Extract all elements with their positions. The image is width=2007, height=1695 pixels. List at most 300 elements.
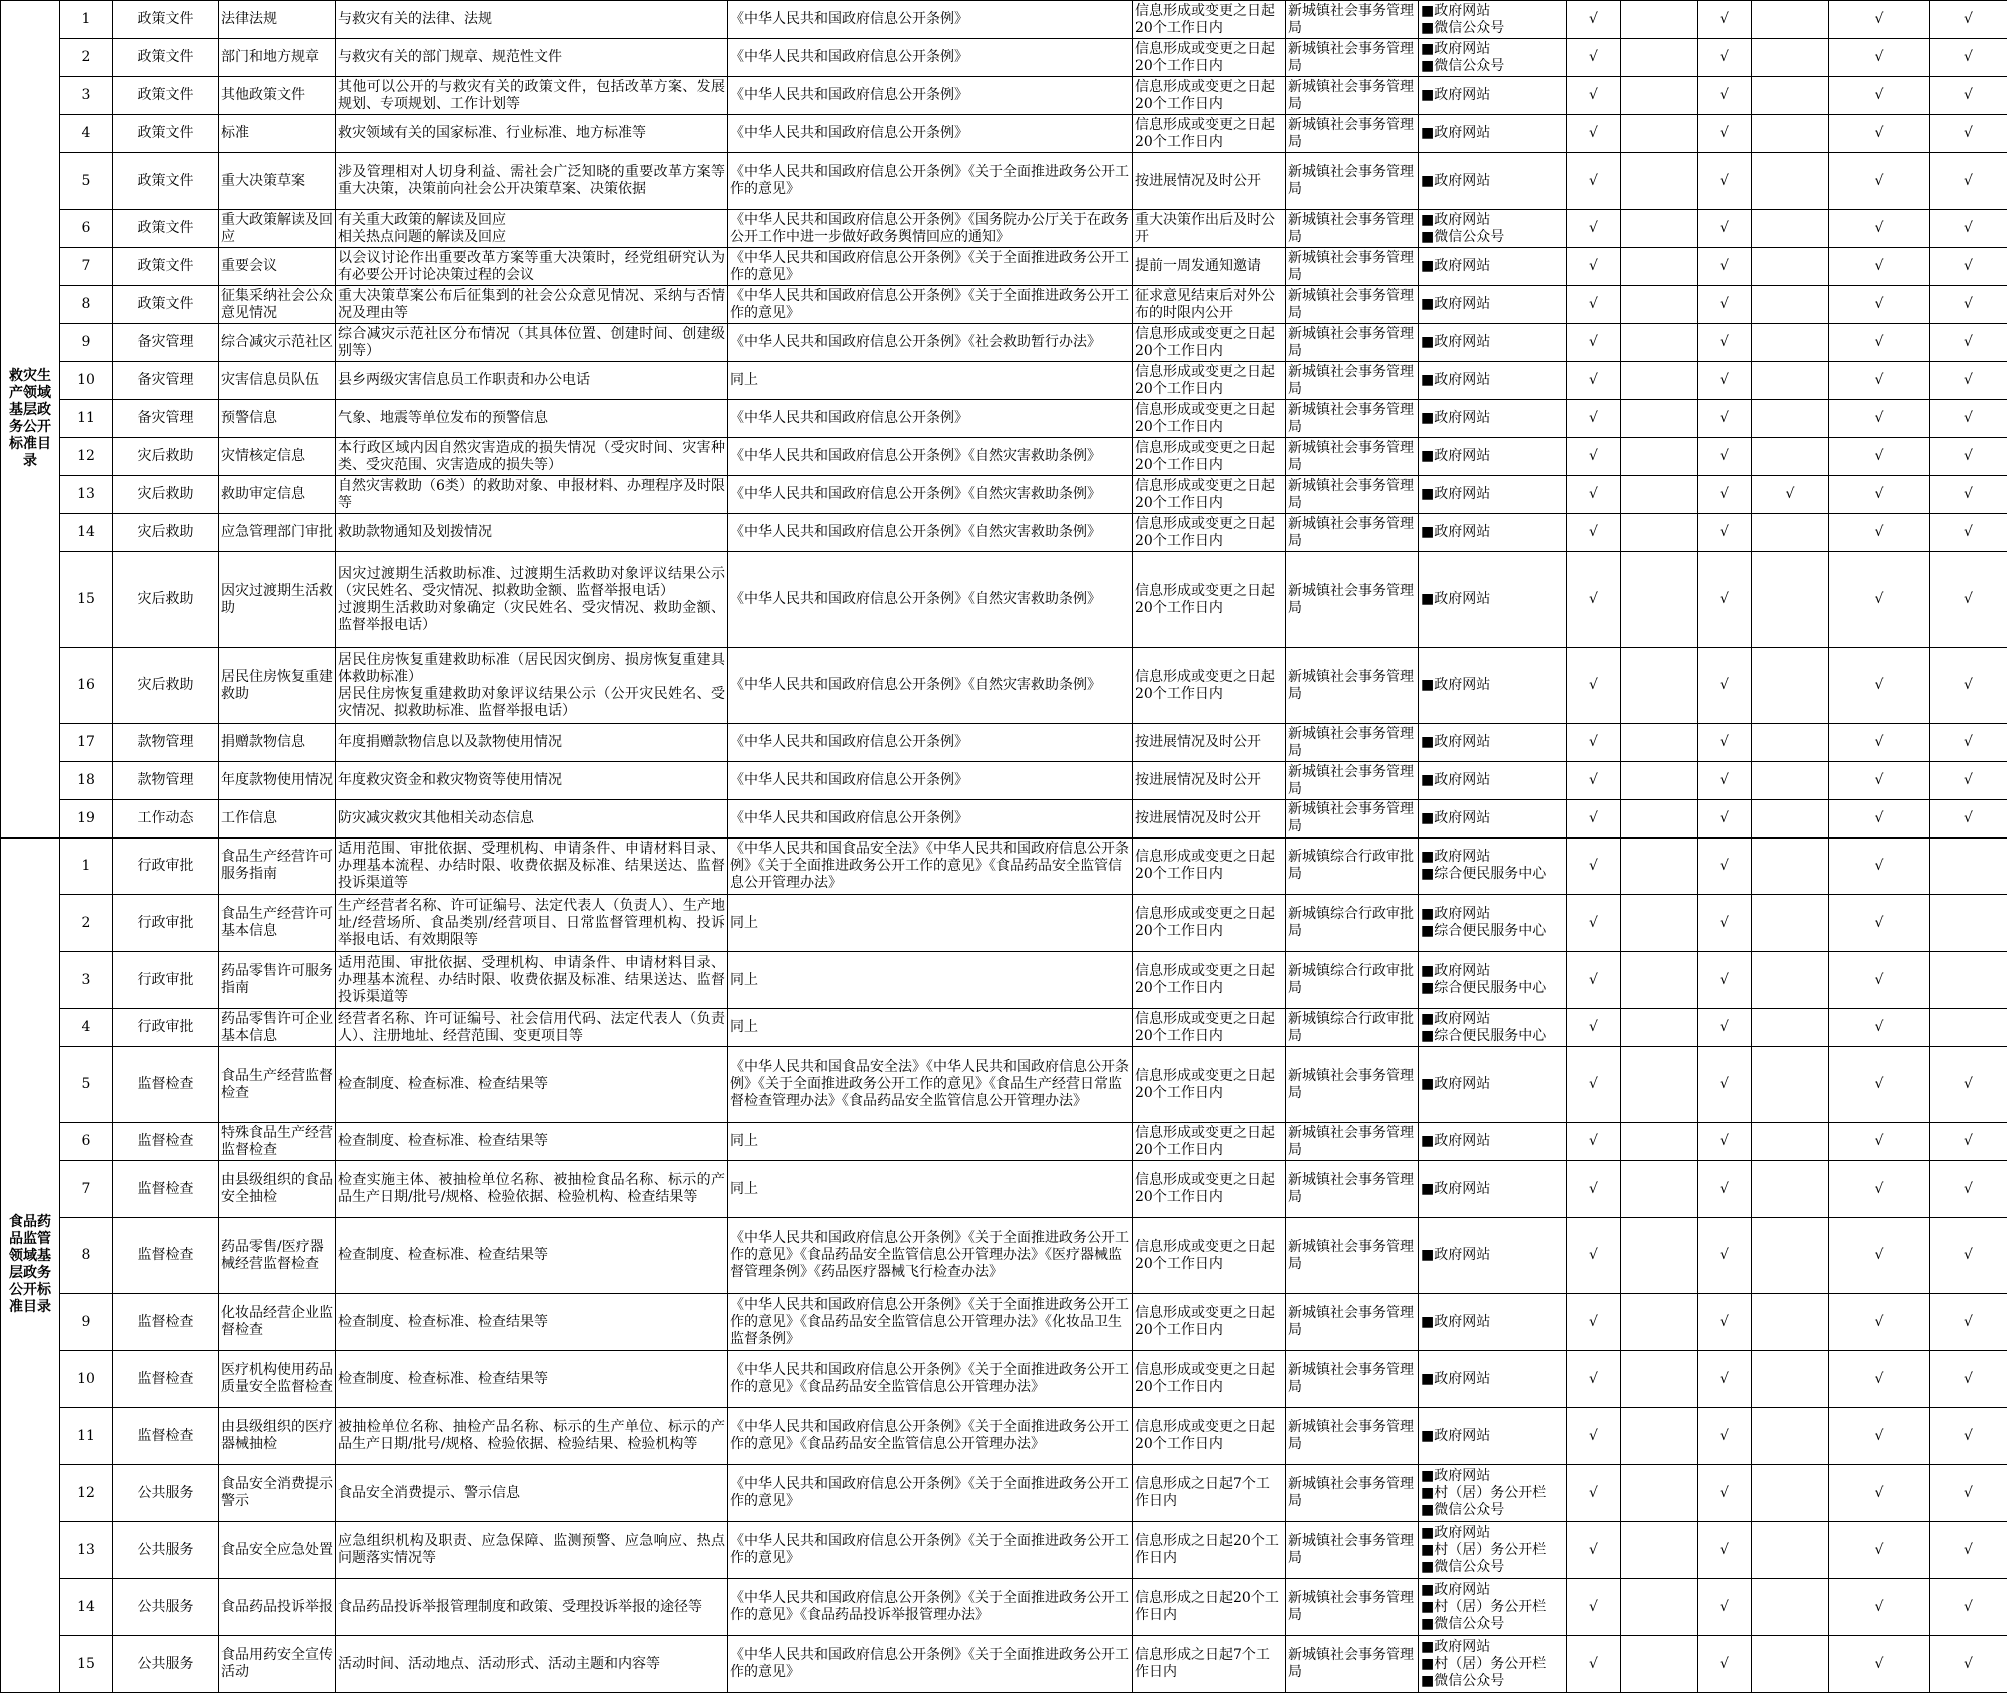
basis-cell: 《中华人民共和国食品安全法》《中华人民共和国政府信息公开条例》《关于全面推进政务公开工作的意见》《食品药品安全监管信息公开管理办法》 <box>728 838 1133 895</box>
check-mark-icon: √ <box>1589 1427 1598 1444</box>
check-mark-icon: √ <box>1589 172 1598 189</box>
check-mark-icon: √ <box>1964 734 1973 750</box>
channels-cell <box>1419 1047 1567 1123</box>
subject-cell: 新城镇社会事务管理局 <box>1286 1636 1419 1693</box>
check-mark-icon: √ <box>1964 1484 1973 1501</box>
timeframe-cell: 信息形成或变更之日起20个工作日内 <box>1133 324 1286 362</box>
row-number-cell: 10 <box>60 1351 113 1408</box>
check-cell <box>1567 552 1621 648</box>
check-cell <box>1567 210 1621 248</box>
row-number-cell: 2 <box>60 39 113 77</box>
check-cell <box>1698 1522 1752 1579</box>
timeframe-cell: 信息形成或变更之日起20个工作日内 <box>1133 648 1286 724</box>
timeframe-cell: 信息形成之日起20个工作日内 <box>1133 1579 1286 1636</box>
subject-cell: 新城镇综合行政审批局 <box>1286 1009 1419 1047</box>
check-mark-icon: √ <box>1964 1541 1973 1558</box>
check-mark-icon: √ <box>1874 1484 1884 1501</box>
check-cell <box>1752 800 1829 838</box>
check-cell <box>1567 1047 1621 1123</box>
channel-item: ■政府网站 <box>1421 1313 1491 1330</box>
channel-item: ■政府网站 <box>1421 410 1491 426</box>
channel-item: ■政府网站 <box>1421 125 1491 141</box>
channel-item: ■政府网站 <box>1421 211 1491 228</box>
subject-cell: 新城镇综合行政审批局 <box>1286 952 1419 1009</box>
timeframe-cell: 信息形成或变更之日起20个工作日内 <box>1133 1408 1286 1465</box>
check-cell <box>1829 724 1930 762</box>
content-cell: 居民住房恢复重建救助标准（居民因灾倒房、损房恢复重建具体救助标准） 居民住房恢复重建救助对象评议结果公示（公开灾民姓名、受灾情况、拟救助标准、监督举报电话） <box>336 648 728 724</box>
check-cell <box>1621 115 1698 153</box>
table-row <box>1 1351 2007 1408</box>
subject-cell: 新城镇社会事务管理局 <box>1286 800 1419 838</box>
channel-item: ■政府网站 <box>1421 1370 1491 1387</box>
channel-item: ■政府网站 <box>1421 906 1491 922</box>
basis-cell: 同上 <box>728 952 1133 1009</box>
content-cell: 检查制度、检查标准、检查结果等 <box>336 1047 728 1123</box>
channel-item: ■政府网站 <box>1421 591 1491 607</box>
row-number-cell: 11 <box>60 1408 113 1465</box>
check-mark-icon: √ <box>1874 486 1884 502</box>
basis-cell: 同上 <box>728 362 1133 400</box>
check-mark-icon: √ <box>1720 1133 1729 1149</box>
timeframe-cell: 信息形成或变更之日起20个工作日内 <box>1133 1009 1286 1047</box>
check-mark-icon: √ <box>1589 87 1598 103</box>
check-cell <box>1698 1579 1752 1636</box>
check-cell <box>1930 1579 2007 1636</box>
check-cell <box>1567 952 1621 1009</box>
check-mark-icon: √ <box>1874 971 1884 988</box>
check-cell <box>1698 1 1752 39</box>
check-cell <box>1567 476 1621 514</box>
row-number-cell: 4 <box>60 115 113 153</box>
check-cell <box>1829 248 1930 286</box>
channels-cell <box>1419 438 1567 476</box>
timeframe-cell: 信息形成或变更之日起20个工作日内 <box>1133 1351 1286 1408</box>
check-cell <box>1621 838 1698 895</box>
content-cell: 经营者名称、许可证编号、社会信用代码、法定代表人（负责人）、注册地址、经营范围、变更项目等 <box>336 1009 728 1047</box>
check-mark-icon: √ <box>1720 591 1729 607</box>
content-cell: 与救灾有关的部门规章、规范性文件 <box>336 39 728 77</box>
check-cell <box>1567 39 1621 77</box>
subject-cell: 新城镇社会事务管理局 <box>1286 39 1419 77</box>
check-mark-icon: √ <box>1964 772 1973 788</box>
check-cell <box>1930 1047 2007 1123</box>
timeframe-cell: 信息形成或变更之日起20个工作日内 <box>1133 1161 1286 1218</box>
item-cell: 食品安全消费提示警示 <box>219 1465 336 1522</box>
item-cell: 工作信息 <box>219 800 336 838</box>
check-cell <box>1567 1351 1621 1408</box>
table-row <box>1 1161 2007 1218</box>
basis-cell: 《中华人民共和国政府信息公开条例》《关于全面推进政务公开工作的意见》《食品药品安全监管信息公开管理办法》 <box>728 1408 1133 1465</box>
channels-cell <box>1419 248 1567 286</box>
check-mark-icon: √ <box>1964 524 1973 540</box>
content-cell: 适用范围、审批依据、受理机构、申请条件、申请材料目录、办理基本流程、办结时限、收费依据及标准、结果送达、监督投诉渠道等 <box>336 838 728 895</box>
check-mark-icon: √ <box>1874 1370 1884 1387</box>
item-cell: 重要会议 <box>219 248 336 286</box>
check-cell <box>1829 1465 1930 1522</box>
check-mark-icon: √ <box>1964 49 1973 65</box>
check-mark-icon: √ <box>1720 448 1729 464</box>
check-cell <box>1930 1294 2007 1351</box>
check-mark-icon: √ <box>1874 1598 1884 1615</box>
content-cell: 应急组织机构及职责、应急保障、监测预警、应急响应、热点问题落实情况等 <box>336 1522 728 1579</box>
basis-cell: 《中华人民共和国政府信息公开条例》《自然灾害救助条例》 <box>728 438 1133 476</box>
subject-cell: 新城镇社会事务管理局 <box>1286 1408 1419 1465</box>
category-cell: 公共服务 <box>113 1636 219 1693</box>
content-cell: 检查制度、检查标准、检查结果等 <box>336 1294 728 1351</box>
channels-cell <box>1419 1351 1567 1408</box>
category-cell: 政策文件 <box>113 1 219 39</box>
item-cell: 应急管理部门审批 <box>219 514 336 552</box>
check-mark-icon: √ <box>1720 772 1729 788</box>
channels-cell <box>1419 286 1567 324</box>
table-row <box>1 1579 2007 1636</box>
check-cell <box>1930 476 2007 514</box>
category-cell: 监督检查 <box>113 1218 219 1294</box>
check-cell <box>1567 1 1621 39</box>
check-cell <box>1698 1123 1752 1161</box>
channels-cell <box>1419 1218 1567 1294</box>
row-number-cell: 8 <box>60 286 113 324</box>
check-cell <box>1829 1294 1930 1351</box>
content-cell: 活动时间、活动地点、活动形式、活动主题和内容等 <box>336 1636 728 1693</box>
category-cell: 公共服务 <box>113 1579 219 1636</box>
item-cell: 法律法规 <box>219 1 336 39</box>
category-cell: 灾后救助 <box>113 476 219 514</box>
table-row <box>1 724 2007 762</box>
row-number-cell: 3 <box>60 77 113 115</box>
row-number-cell: 11 <box>60 400 113 438</box>
channel-item: ■政府网站 <box>1421 40 1491 57</box>
check-cell <box>1621 1465 1698 1522</box>
table-row <box>1 1123 2007 1161</box>
content-cell: 县乡两级灾害信息员工作职责和办公电话 <box>336 362 728 400</box>
check-mark-icon: √ <box>1589 486 1598 502</box>
check-cell <box>1829 1218 1930 1294</box>
section-title-cell: 食品药品监管领域基层政务公开标准目录 <box>1 838 60 1693</box>
check-mark-icon: √ <box>1720 258 1729 274</box>
item-cell: 药品零售许可企业基本信息 <box>219 1009 336 1047</box>
timeframe-cell: 信息形成或变更之日起20个工作日内 <box>1133 1047 1286 1123</box>
check-mark-icon: √ <box>1874 914 1884 931</box>
check-cell <box>1829 153 1930 210</box>
check-cell <box>1829 210 1930 248</box>
channel-item: ■政府网站 <box>1421 677 1491 693</box>
check-mark-icon: √ <box>1964 1133 1973 1149</box>
row-number-cell: 3 <box>60 952 113 1009</box>
row-number-cell: 14 <box>60 514 113 552</box>
subject-cell: 新城镇社会事务管理局 <box>1286 1 1419 39</box>
check-mark-icon: √ <box>1589 1484 1598 1501</box>
check-cell <box>1567 514 1621 552</box>
check-mark-icon: √ <box>1874 372 1884 388</box>
check-mark-icon: √ <box>1964 172 1973 189</box>
category-cell: 政策文件 <box>113 39 219 77</box>
channel-item: ■政府网站 <box>1421 1581 1491 1598</box>
content-cell: 气象、地震等单位发布的预警信息 <box>336 400 728 438</box>
channel-item: ■政府网站 <box>1421 1180 1491 1197</box>
channels-cell <box>1419 1161 1567 1218</box>
basis-cell: 《中华人民共和国政府信息公开条例》《关于全面推进政务公开工作的意见》《食品药品安全监管信息公开管理办法》 <box>728 1351 1133 1408</box>
check-mark-icon: √ <box>1589 125 1598 141</box>
table-row <box>1 1009 2007 1047</box>
check-cell <box>1752 1218 1829 1294</box>
check-mark-icon: √ <box>1964 220 1973 236</box>
check-mark-icon: √ <box>1589 410 1598 426</box>
basis-cell: 《中华人民共和国政府信息公开条例》《国务院办公厅关于在政务公开工作中进一步做好政务舆情回应的通知》 <box>728 210 1133 248</box>
item-cell: 药品零售许可服务指南 <box>219 952 336 1009</box>
content-cell: 生产经营者名称、许可证编号、法定代表人（负责人）、生产地址/经营场所、食品类别/经营项目、日常监督管理机构、投诉举报电话、有效期限等 <box>336 895 728 952</box>
check-mark-icon: √ <box>1720 677 1729 693</box>
subject-cell: 新城镇社会事务管理局 <box>1286 324 1419 362</box>
check-cell <box>1567 1579 1621 1636</box>
check-cell <box>1829 1009 1930 1047</box>
basis-cell: 《中华人民共和国政府信息公开条例》 <box>728 39 1133 77</box>
content-cell: 自然灾害救助（6类）的救助对象、申报材料、办理程序及时限等 <box>336 476 728 514</box>
check-cell <box>1698 438 1752 476</box>
row-number-cell: 7 <box>60 248 113 286</box>
check-cell <box>1930 1636 2007 1693</box>
content-cell: 涉及管理相对人切身利益、需社会广泛知晓的重要改革方案等重大决策，决策前向社会公开决策草案、决策依据 <box>336 153 728 210</box>
check-cell <box>1621 438 1698 476</box>
row-number-cell: 1 <box>60 1 113 39</box>
check-cell <box>1698 39 1752 77</box>
content-cell: 有关重大政策的解读及回应 相关热点问题的解读及回应 <box>336 210 728 248</box>
check-mark-icon: √ <box>1964 1598 1973 1615</box>
check-mark-icon: √ <box>1720 914 1729 931</box>
channels-cell <box>1419 1408 1567 1465</box>
timeframe-cell: 信息形成或变更之日起20个工作日内 <box>1133 1123 1286 1161</box>
channels-cell <box>1419 952 1567 1009</box>
check-cell <box>1930 115 2007 153</box>
category-cell: 政策文件 <box>113 248 219 286</box>
check-cell <box>1698 800 1752 838</box>
category-cell: 监督检查 <box>113 1123 219 1161</box>
category-cell: 款物管理 <box>113 724 219 762</box>
row-number-cell: 2 <box>60 895 113 952</box>
basis-cell: 《中华人民共和国政府信息公开条例》《社会救助暂行办法》 <box>728 324 1133 362</box>
check-cell <box>1698 153 1752 210</box>
check-cell <box>1567 1009 1621 1047</box>
category-cell: 备灾管理 <box>113 362 219 400</box>
check-mark-icon: √ <box>1720 1076 1729 1092</box>
subject-cell: 新城镇社会事务管理局 <box>1286 248 1419 286</box>
check-mark-icon: √ <box>1589 220 1598 236</box>
check-mark-icon: √ <box>1964 809 1973 826</box>
check-cell <box>1698 552 1752 648</box>
check-cell <box>1930 1218 2007 1294</box>
channel-item: ■政府网站 <box>1421 486 1491 502</box>
category-cell: 公共服务 <box>113 1522 219 1579</box>
check-mark-icon: √ <box>1720 1484 1729 1501</box>
subject-cell: 新城镇社会事务管理局 <box>1286 1123 1419 1161</box>
check-mark-icon: √ <box>1720 809 1729 826</box>
check-cell <box>1930 77 2007 115</box>
check-cell <box>1567 1522 1621 1579</box>
table-row <box>1 153 2007 210</box>
channel-item: ■政府网站 <box>1421 734 1491 750</box>
table-row <box>1 39 2007 77</box>
check-mark-icon: √ <box>1964 448 1973 464</box>
check-cell <box>1752 153 1829 210</box>
table-row <box>1 952 2007 1009</box>
category-cell: 政策文件 <box>113 115 219 153</box>
check-cell <box>1698 1009 1752 1047</box>
check-mark-icon: √ <box>1964 1180 1973 1197</box>
check-mark-icon: √ <box>1874 772 1884 788</box>
timeframe-cell: 按进展情况及时公开 <box>1133 153 1286 210</box>
table-row <box>1 1294 2007 1351</box>
channels-cell <box>1419 77 1567 115</box>
content-cell: 因灾过渡期生活救助标准、过渡期生活救助对象评议结果公示（灾民姓名、受灾情况、拟救助金额、监督举报电话） 过渡期生活救助对象确定（灾民姓名、受灾情况、救助金额、监督举报电话） <box>336 552 728 648</box>
check-cell <box>1698 1636 1752 1693</box>
subject-cell: 新城镇社会事务管理局 <box>1286 210 1419 248</box>
check-mark-icon: √ <box>1589 809 1598 826</box>
check-cell <box>1752 362 1829 400</box>
check-mark-icon: √ <box>1964 677 1973 693</box>
check-cell <box>1752 286 1829 324</box>
subject-cell: 新城镇社会事务管理局 <box>1286 552 1419 648</box>
check-mark-icon: √ <box>1874 410 1884 426</box>
channel-item: ■政府网站 <box>1421 296 1491 312</box>
content-cell: 救灾领域有关的国家标准、行业标准、地方标准等 <box>336 115 728 153</box>
content-cell: 食品安全消费提示、警示信息 <box>336 1465 728 1522</box>
check-cell <box>1567 324 1621 362</box>
channels-cell <box>1419 362 1567 400</box>
row-number-cell: 17 <box>60 724 113 762</box>
check-cell <box>1829 1636 1930 1693</box>
item-cell: 综合减灾示范社区 <box>219 324 336 362</box>
check-cell <box>1621 1123 1698 1161</box>
channel-item: ■综合便民服务中心 <box>1421 1027 1547 1044</box>
check-mark-icon: √ <box>1720 1541 1729 1558</box>
check-cell <box>1621 248 1698 286</box>
check-mark-icon: √ <box>1964 296 1973 312</box>
check-cell <box>1621 952 1698 1009</box>
check-cell <box>1829 1579 1930 1636</box>
table-row <box>1 476 2007 514</box>
check-cell <box>1567 724 1621 762</box>
check-cell <box>1752 1 1829 39</box>
channels-cell <box>1419 514 1567 552</box>
check-cell <box>1752 1294 1829 1351</box>
check-mark-icon: √ <box>1720 1655 1729 1672</box>
subject-cell: 新城镇社会事务管理局 <box>1286 1161 1419 1218</box>
check-cell <box>1567 838 1621 895</box>
content-cell: 检查制度、检查标准、检查结果等 <box>336 1218 728 1294</box>
item-cell: 食品用药安全宣传活动 <box>219 1636 336 1693</box>
channels-cell <box>1419 895 1567 952</box>
check-cell <box>1930 286 2007 324</box>
check-cell <box>1698 362 1752 400</box>
check-cell <box>1698 115 1752 153</box>
check-mark-icon: √ <box>1720 1180 1729 1197</box>
check-cell <box>1930 952 2007 1009</box>
check-cell <box>1829 552 1930 648</box>
check-cell <box>1698 762 1752 800</box>
check-cell <box>1930 1161 2007 1218</box>
basis-cell: 《中华人民共和国政府信息公开条例》《关于全面推进政务公开工作的意见》 <box>728 1465 1133 1522</box>
timeframe-cell: 信息形成或变更之日起20个工作日内 <box>1133 438 1286 476</box>
timeframe-cell: 信息形成或变更之日起20个工作日内 <box>1133 115 1286 153</box>
item-cell: 食品生产经营监督检查 <box>219 1047 336 1123</box>
check-mark-icon: √ <box>1589 1370 1598 1387</box>
check-mark-icon: √ <box>1720 524 1729 540</box>
category-cell: 行政审批 <box>113 838 219 895</box>
timeframe-cell: 信息形成或变更之日起20个工作日内 <box>1133 895 1286 952</box>
channels-cell <box>1419 153 1567 210</box>
basis-cell: 《中华人民共和国政府信息公开条例》《自然灾害救助条例》 <box>728 514 1133 552</box>
check-mark-icon: √ <box>1720 1598 1729 1615</box>
content-cell: 检查制度、检查标准、检查结果等 <box>336 1351 728 1408</box>
check-cell <box>1829 895 1930 952</box>
subject-cell: 新城镇社会事务管理局 <box>1286 648 1419 724</box>
channels-cell <box>1419 762 1567 800</box>
subject-cell: 新城镇社会事务管理局 <box>1286 1579 1419 1636</box>
check-cell <box>1698 1161 1752 1218</box>
timeframe-cell: 信息形成或变更之日起20个工作日内 <box>1133 39 1286 77</box>
check-cell <box>1567 1294 1621 1351</box>
content-cell: 防灾减灾救灾其他相关动态信息 <box>336 800 728 838</box>
check-cell <box>1829 476 1930 514</box>
row-number-cell: 18 <box>60 762 113 800</box>
check-cell <box>1621 1351 1698 1408</box>
subject-cell: 新城镇社会事务管理局 <box>1286 400 1419 438</box>
check-mark-icon: √ <box>1589 372 1598 388</box>
timeframe-cell: 信息形成或变更之日起20个工作日内 <box>1133 476 1286 514</box>
check-cell <box>1829 1161 1930 1218</box>
channel-item: ■综合便民服务中心 <box>1421 980 1547 996</box>
check-cell <box>1930 1 2007 39</box>
check-mark-icon: √ <box>1964 11 1973 27</box>
section-title-cell: 救灾生产领域基层政务公开标准目录 <box>1 1 60 838</box>
check-cell <box>1567 153 1621 210</box>
check-mark-icon: √ <box>1874 258 1884 274</box>
table-row <box>1 1218 2007 1294</box>
check-mark-icon: √ <box>1589 914 1598 931</box>
check-mark-icon: √ <box>1720 11 1729 27</box>
check-cell <box>1621 362 1698 400</box>
check-cell <box>1621 648 1698 724</box>
check-mark-icon: √ <box>1720 125 1729 141</box>
check-cell <box>1752 1047 1829 1123</box>
check-cell <box>1698 1408 1752 1465</box>
check-cell <box>1829 324 1930 362</box>
category-cell: 灾后救助 <box>113 514 219 552</box>
check-cell <box>1752 476 1829 514</box>
check-cell <box>1698 724 1752 762</box>
check-mark-icon: √ <box>1964 125 1973 141</box>
subject-cell: 新城镇社会事务管理局 <box>1286 115 1419 153</box>
content-cell: 被抽检单位名称、抽检产品名称、标示的生产单位、标示的产品生产日期/批号/规格、检验依据、检验结果、检验机构等 <box>336 1408 728 1465</box>
channels-cell <box>1419 1465 1567 1522</box>
table-row <box>1 1465 2007 1522</box>
content-cell: 与救灾有关的法律、法规 <box>336 1 728 39</box>
check-mark-icon: √ <box>1720 172 1729 189</box>
row-number-cell: 6 <box>60 1123 113 1161</box>
check-mark-icon: √ <box>1964 486 1973 502</box>
check-cell <box>1621 1218 1698 1294</box>
category-cell: 政策文件 <box>113 77 219 115</box>
row-number-cell: 14 <box>60 1579 113 1636</box>
table-row <box>1 1522 2007 1579</box>
check-mark-icon: √ <box>1720 1427 1729 1444</box>
channel-item: ■政府网站 <box>1421 1638 1491 1655</box>
subject-cell: 新城镇社会事务管理局 <box>1286 362 1419 400</box>
check-cell <box>1829 39 1930 77</box>
check-mark-icon: √ <box>1720 1247 1729 1263</box>
check-cell <box>1930 648 2007 724</box>
item-cell: 居民住房恢复重建救助 <box>219 648 336 724</box>
